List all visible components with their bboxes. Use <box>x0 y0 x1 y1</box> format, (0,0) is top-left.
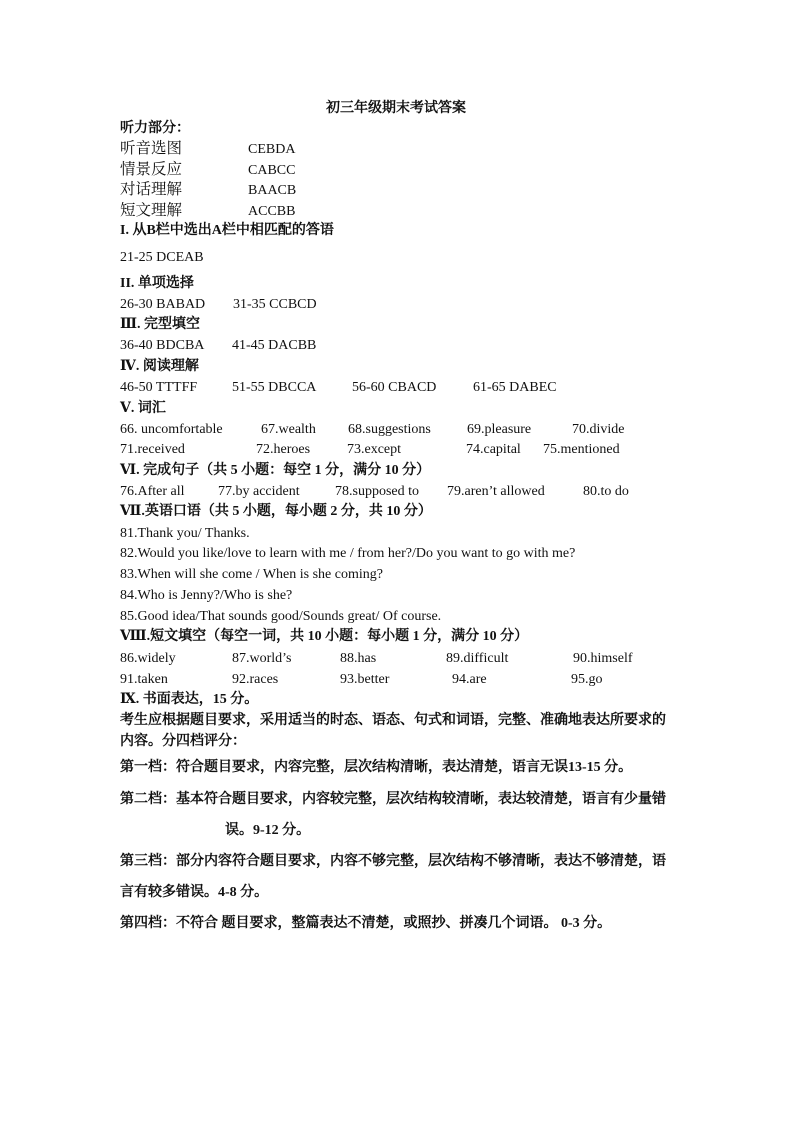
sentence-answer: 76.After all <box>120 484 185 499</box>
listening-row-answer: ACCBB <box>248 204 296 219</box>
cloze-answer: 95.go <box>571 672 603 687</box>
section-8-heading: Ⅷ.短文填空（每空一词，共 10 小题：每小题 1 分，满分 10 分） <box>120 629 529 644</box>
listening-row-answer: CABCC <box>248 163 296 178</box>
writing-tier-3: 第三档：部分内容符合题目要求，内容不够完整，层次结构不够清晰，表达不够清楚，语 <box>120 854 666 869</box>
oral-answer: 83.When will she come / When is she coming? <box>120 567 383 582</box>
section-4-heading: Ⅳ. 阅读理解 <box>120 359 199 374</box>
section-7-heading: Ⅶ.英语口语（共 5 小题，每小题 2 分，共 10 分） <box>120 504 432 519</box>
section-4-answer: 46-50 TTTFF <box>120 380 198 395</box>
section-1-answers: 21-25 DCEAB <box>120 250 204 265</box>
section-2-heading: II. 单项选择 <box>120 276 194 291</box>
writing-tier-1: 第一档：符合题目要求，内容完整，层次结构清晰，表达清楚，语言无误13-15 分。 <box>120 760 633 775</box>
vocab-answer: 66. uncomfortable <box>120 422 223 437</box>
sentence-answer: 78.supposed to <box>335 484 419 499</box>
oral-answer: 85.Good idea/That sounds good/Sounds great/ Of course. <box>120 609 442 624</box>
section-9-heading: Ⅸ. 书面表达，15 分。 <box>120 692 259 707</box>
listening-heading: 听力部分： <box>120 121 190 136</box>
oral-answer: 81.Thank you/ Thanks. <box>120 526 250 541</box>
vocab-answer: 75.mentioned <box>543 442 620 457</box>
vocab-answer: 72.heroes <box>256 442 311 457</box>
writing-tier-4: 第四档：不符合 题目要求，整篇表达不清楚，或照抄、拼凑几个词语。 0-3 分。 <box>120 916 612 931</box>
writing-intro: 考生应根据题目要求，采用适当的时态、语态、句式和词语，完整、准确地表达所要求的 <box>120 713 666 728</box>
vocab-answer: 74.capital <box>466 442 521 457</box>
vocab-answer: 68.suggestions <box>348 422 431 437</box>
page-title: 初三年级期末考试答案 <box>326 101 466 116</box>
section-3-heading: Ⅲ. 完型填空 <box>120 317 201 332</box>
section-4-answer: 61-65 DABEC <box>473 380 557 395</box>
vocab-answer: 73.except <box>347 442 402 457</box>
listening-row-answer: CEBDA <box>248 142 296 157</box>
section-2-answer: 26-30 BABAD <box>120 297 206 312</box>
section-3-answer: 36-40 BDCBA <box>120 338 205 353</box>
vocab-answer: 70.divide <box>572 422 625 437</box>
section-2-answer: 31-35 CCBCD <box>233 297 317 312</box>
listening-row-answer: BAACB <box>248 183 297 198</box>
writing-tier-2-cont: 误。9-12 分。 <box>225 823 311 838</box>
cloze-answer: 93.better <box>340 672 390 687</box>
section-5-heading: Ⅴ. 词汇 <box>120 401 166 416</box>
cloze-answer: 91.taken <box>120 672 168 687</box>
oral-answer: 82.Would you like/love to learn with me / from her?/Do you want to go with me? <box>120 546 576 561</box>
listening-row-label: 对话理解 <box>120 181 183 198</box>
section-4-answer: 51-55 DBCCA <box>232 380 317 395</box>
listening-row-label: 听音选图 <box>120 140 183 157</box>
cloze-answer: 87.world’s <box>232 651 292 666</box>
cloze-answer: 88.has <box>340 651 377 666</box>
writing-tier-2: 第二档：基本符合题目要求，内容较完整，层次结构较清晰，表达较清楚，语言有少量错 <box>120 792 666 807</box>
cloze-answer: 90.himself <box>573 651 633 666</box>
section-3-answer: 41-45 DACBB <box>232 338 317 353</box>
section-6-heading: Ⅵ. 完成句子（共 5 小题：每空 1 分，满分 10 分） <box>120 463 431 478</box>
vocab-answer: 67.wealth <box>261 422 316 437</box>
listening-row-label: 短文理解 <box>120 202 183 219</box>
writing-tier-3-cont: 言有较多错误。4-8 分。 <box>120 885 269 900</box>
sentence-answer: 80.to do <box>583 484 629 499</box>
section-4-answer: 56-60 CBACD <box>352 380 437 395</box>
cloze-answer: 92.races <box>232 672 279 687</box>
sentence-answer: 77.by accident <box>218 484 300 499</box>
cloze-answer: 86.widely <box>120 651 176 666</box>
cloze-answer: 89.difficult <box>446 651 509 666</box>
writing-intro: 内容。分四档评分： <box>120 734 246 749</box>
section-1-heading: I. 从B栏中选出A栏中相匹配的答语 <box>120 223 334 238</box>
vocab-answer: 71.received <box>120 442 185 457</box>
cloze-answer: 94.are <box>452 672 487 687</box>
listening-row-label: 情景反应 <box>120 161 183 178</box>
oral-answer: 84.Who is Jenny?/Who is she? <box>120 588 293 603</box>
vocab-answer: 69.pleasure <box>467 422 532 437</box>
sentence-answer: 79.aren’t allowed <box>447 484 545 499</box>
